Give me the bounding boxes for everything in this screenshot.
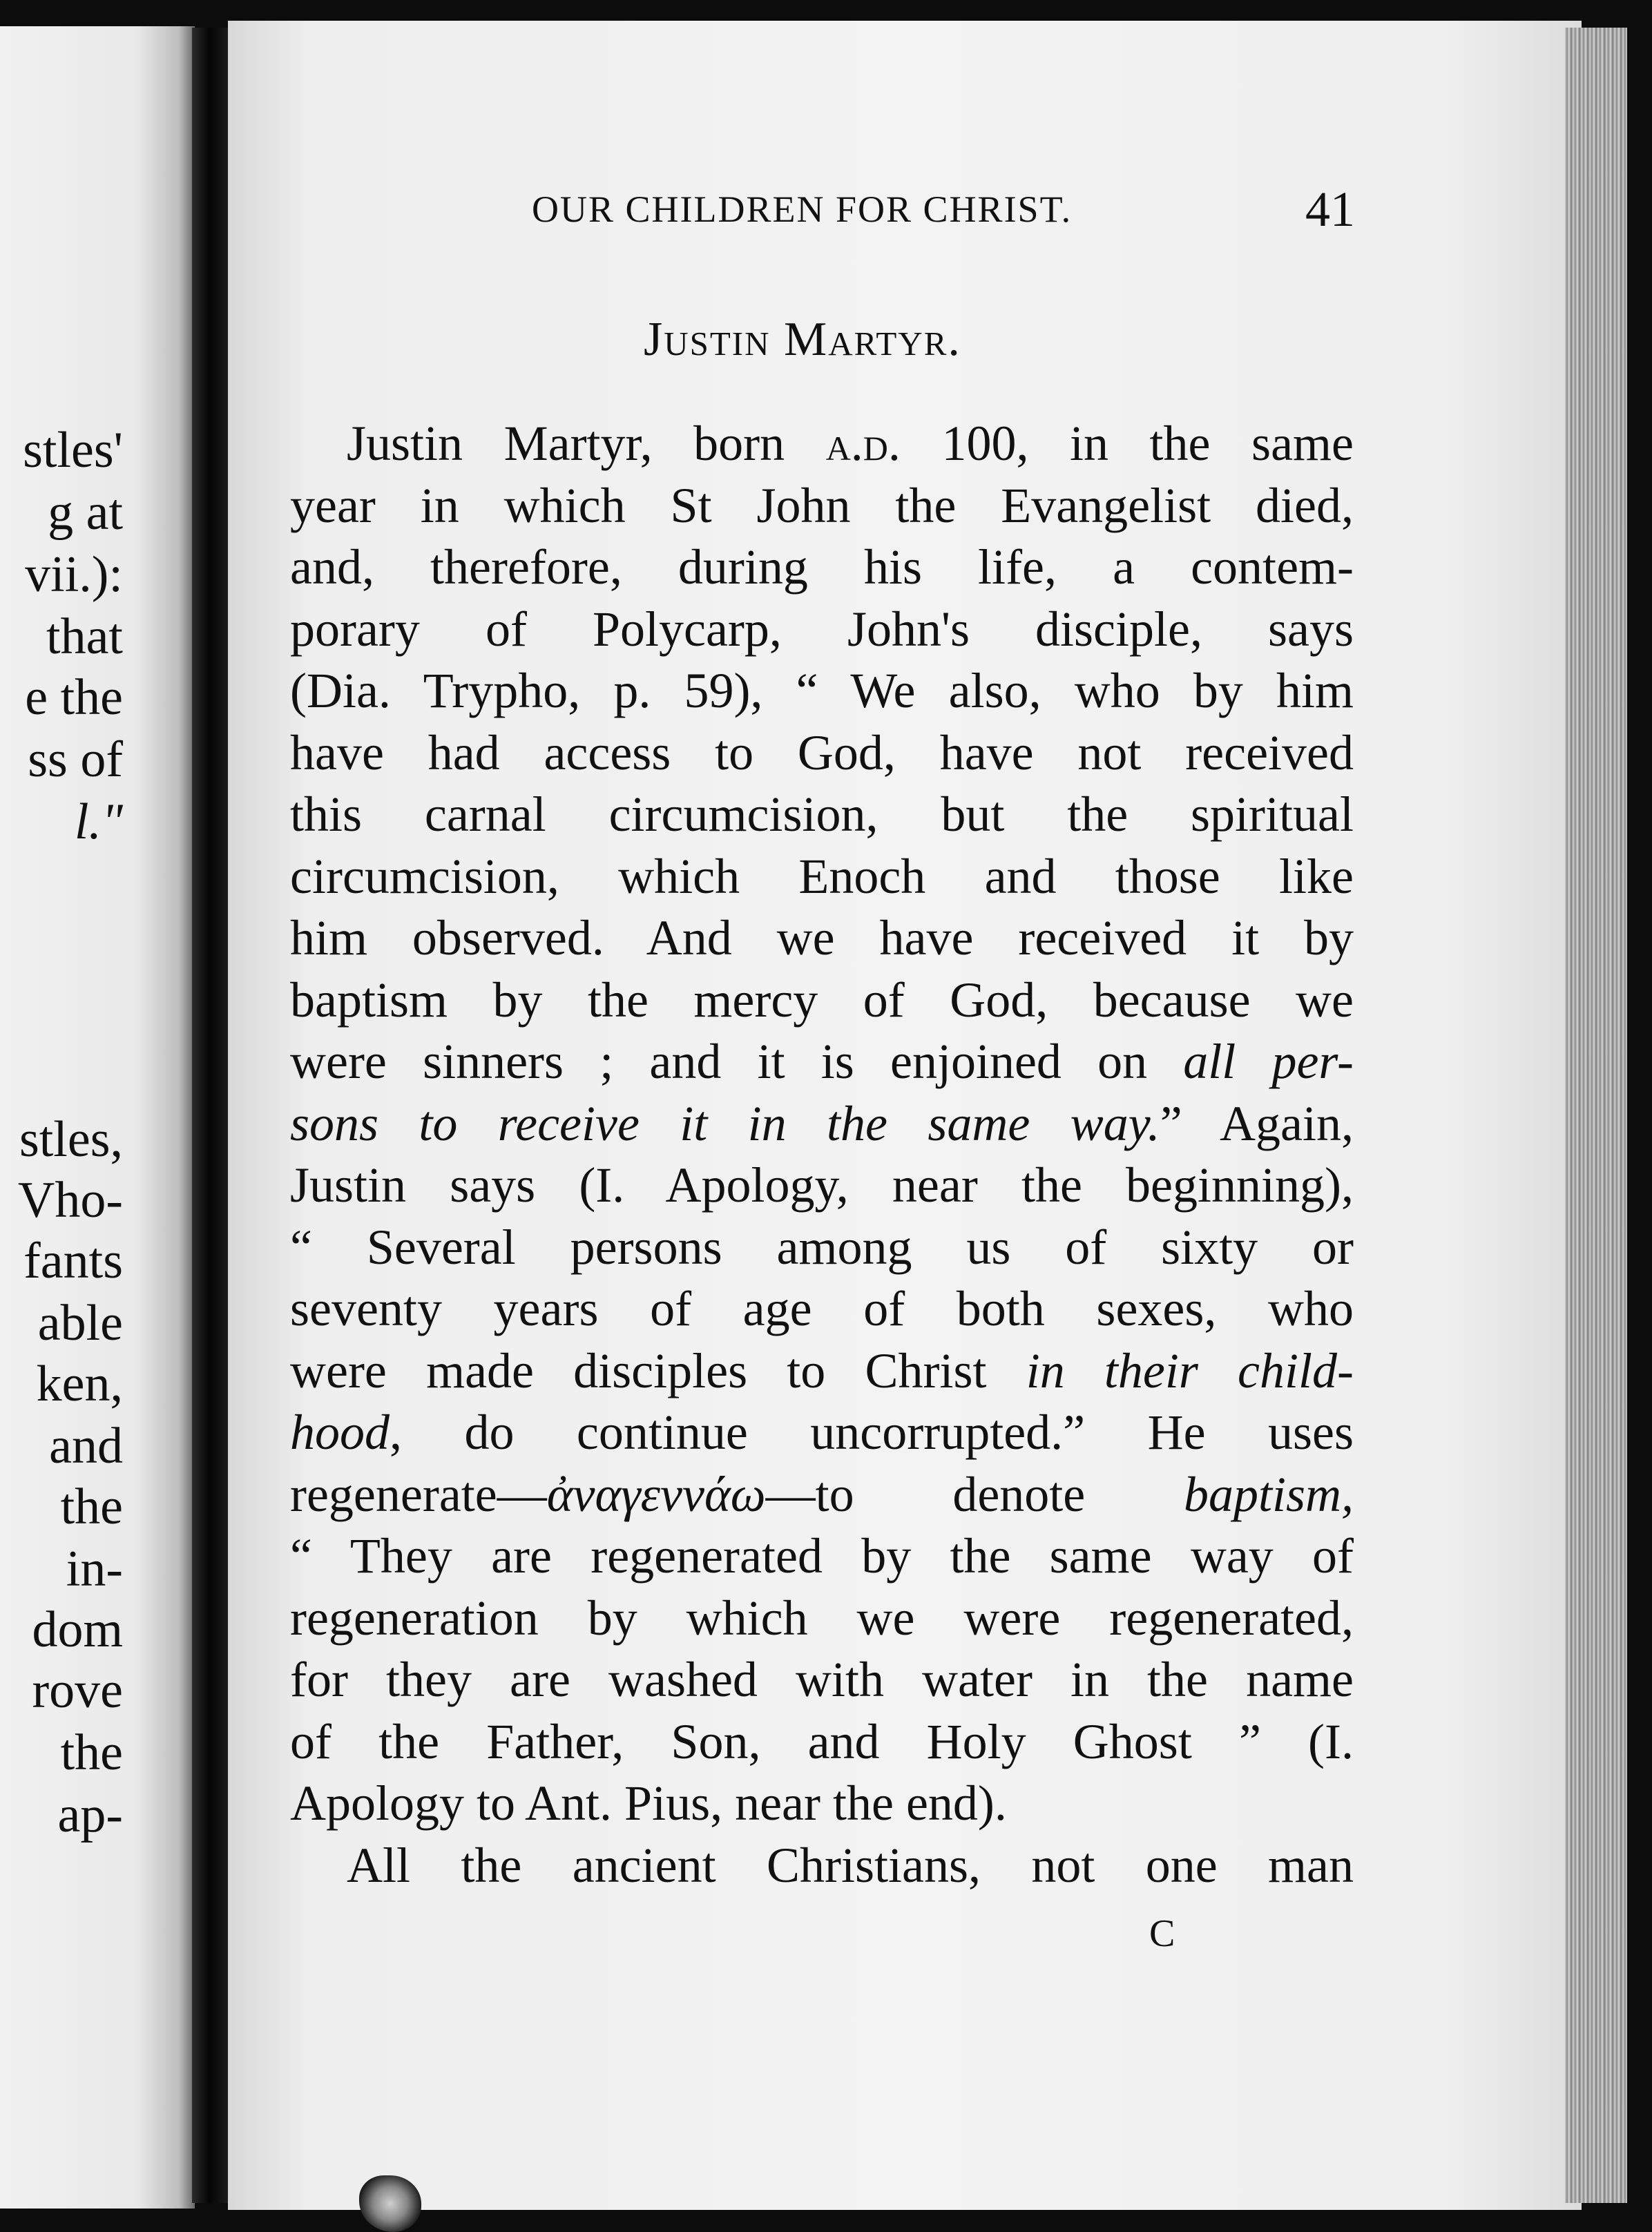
section-heading: Justin Martyr. <box>644 313 961 366</box>
left-page-line: that <box>46 608 123 665</box>
body-text-run: seventy years of age of both sexes, who <box>290 1281 1354 1336</box>
body-line <box>290 1835 1354 1897</box>
left-page-line: stles' <box>23 422 123 479</box>
body-text-run: for they are washed with water in the name <box>290 1652 1354 1707</box>
book-gutter <box>192 28 231 2203</box>
left-page-line: the <box>60 1479 123 1535</box>
page-number: 41 <box>1305 182 1355 237</box>
body-line <box>290 1340 1354 1403</box>
body-text-run: in their child- <box>1026 1343 1354 1398</box>
body-line <box>290 1711 1354 1773</box>
body-text-run: hood <box>290 1405 390 1460</box>
body-text-run: him observed. And we have received it by <box>290 910 1354 965</box>
body-line <box>290 784 1354 846</box>
page-edges <box>1565 28 1627 2203</box>
left-page-line: the <box>60 1724 123 1781</box>
body-line <box>290 1588 1354 1650</box>
body-line <box>290 1773 1354 1835</box>
body-text-run: and, therefore, during his life, a contem- <box>290 539 1354 595</box>
body-text-run: ἀναγεννάω <box>546 1466 766 1522</box>
body-text-run: of the Father, Son, and Holy Ghost ” (I. <box>290 1713 1354 1769</box>
left-page-line: l." <box>74 793 123 850</box>
body-text-run: “ They are regenerated by the same way of <box>290 1528 1354 1584</box>
left-page-line: vii.): <box>25 546 123 603</box>
body-text-run: regeneration by which we were regenerated, <box>290 1590 1354 1646</box>
body-text-run: all per- <box>1183 1034 1354 1089</box>
body-line <box>290 1526 1354 1588</box>
body-text-run: have had access to God, have not received <box>290 724 1354 780</box>
body-line <box>290 599 1354 661</box>
left-page-line: g at <box>48 484 123 541</box>
signature-mark: C <box>1149 1912 1175 1955</box>
left-page-line: in- <box>66 1541 123 1597</box>
body-text-run: , do continue uncorrupted.” He uses <box>390 1405 1354 1460</box>
body-text-run: baptism, <box>1183 1466 1354 1522</box>
left-page-line: ss of <box>28 731 123 788</box>
body-text-run: Apology to Ant. Pius, near the end). <box>290 1776 1007 1831</box>
body-text-run: this carnal circumcision, but the spiritual <box>290 787 1354 842</box>
left-page-line: ken, <box>36 1356 123 1412</box>
scan-smudge <box>359 2175 421 2232</box>
body-line <box>290 1278 1354 1340</box>
left-page-line: e the <box>25 669 123 726</box>
body-text-run: All the ancient Christians, not one man <box>347 1837 1354 1893</box>
body-line <box>290 907 1354 970</box>
body-text-run: circumcision, which Enoch and those like <box>290 848 1354 904</box>
body-text-run: year in which St John the Evangelist died, <box>290 477 1354 533</box>
body-text-run: “ Several persons among us of sixty or <box>290 1219 1354 1275</box>
body-line <box>290 413 1354 475</box>
body-line <box>290 1402 1354 1464</box>
body-line <box>290 1031 1354 1093</box>
body-line <box>290 1649 1354 1711</box>
facing-page-left <box>0 26 195 2209</box>
body-text-run: Justin says (I. Apology, near the beginning), <box>290 1157 1354 1213</box>
body-text-run: were sinners ; and it is enjoined on <box>290 1034 1184 1089</box>
body-text-run: 100, in the same <box>900 416 1354 471</box>
body-text-run: sons to receive it in the same way. <box>290 1095 1160 1151</box>
left-page-line: fants <box>23 1233 123 1289</box>
left-page-line: ap- <box>57 1787 123 1843</box>
left-page-line: able <box>37 1295 123 1351</box>
body-text-run: regenerate— <box>290 1466 547 1522</box>
body-line <box>290 660 1354 722</box>
left-page-line: rove <box>32 1662 123 1719</box>
body-text-run: baptism by the mercy of God, because we <box>290 972 1354 1028</box>
body-line <box>290 1155 1354 1217</box>
left-page-line: stles, <box>19 1111 123 1168</box>
body-text-run: porary of Polycarp, John's disciple, says <box>290 601 1354 657</box>
body-line <box>290 970 1354 1032</box>
body-line <box>290 475 1354 537</box>
left-page-line: Vho- <box>17 1172 123 1229</box>
body-text-run: —to denote <box>765 1466 1184 1522</box>
body-line <box>290 1093 1354 1155</box>
body-line <box>290 1217 1354 1279</box>
body-text-run: Justin Martyr, born <box>347 416 826 471</box>
body-text-run: a.d. <box>825 416 901 471</box>
body-text-run: ” Again, <box>1160 1095 1354 1151</box>
body-text-run: were made disciples to Christ <box>290 1343 1026 1398</box>
body-line <box>290 1464 1354 1526</box>
body-line <box>290 722 1354 785</box>
running-header: OUR CHILDREN FOR CHRIST. <box>532 189 1073 230</box>
body-text <box>290 413 1354 1896</box>
body-line <box>290 846 1354 908</box>
body-text-run: (Dia. Trypho, p. 59), “ We also, who by him <box>290 663 1354 718</box>
left-page-line: and <box>49 1418 123 1474</box>
left-page-line: dom <box>32 1601 123 1658</box>
body-line <box>290 537 1354 599</box>
